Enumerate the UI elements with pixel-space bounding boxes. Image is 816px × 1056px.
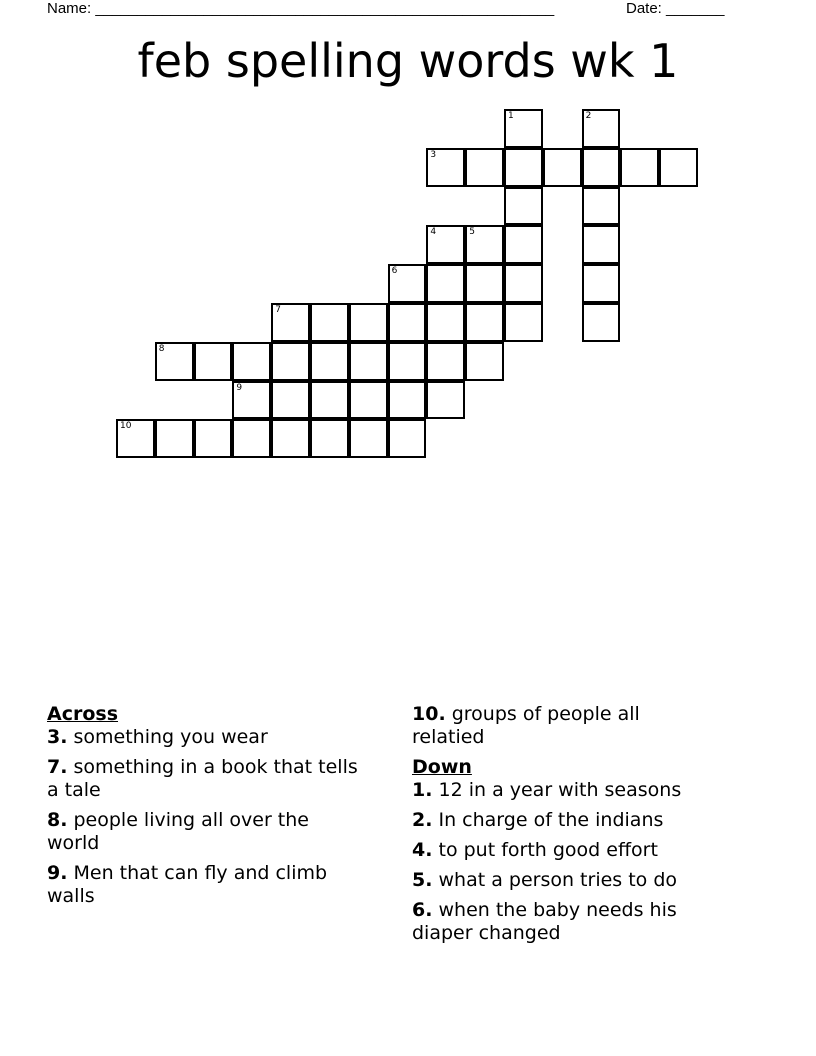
clue-number: 2 [585, 111, 592, 121]
down-heading: Down [412, 756, 472, 778]
grid-cell[interactable] [426, 303, 465, 342]
clue-number: 3 [430, 149, 437, 160]
page-title: feb spelling words wk 1 [137, 34, 679, 88]
clue-across-3: 3. something you wear [47, 726, 268, 748]
across-heading: Across [47, 703, 119, 725]
grid-cell[interactable] [349, 381, 388, 420]
clue-number: 4 [430, 227, 437, 238]
grid-cell[interactable] [310, 381, 349, 420]
grid-cell[interactable] [465, 264, 504, 303]
grid-cell[interactable] [426, 264, 465, 303]
clue-down-4: 4. to put forth good effort [412, 839, 658, 861]
grid-cell[interactable] [426, 342, 465, 381]
grid-cell[interactable] [388, 381, 427, 420]
clue-across-9: 9. Men that can fly and climb walls [47, 862, 328, 907]
clue-down-2: 2. In charge of the indians [412, 809, 664, 831]
grid-cell[interactable] [465, 342, 504, 381]
grid-cell[interactable] [349, 342, 388, 381]
grid-cell[interactable] [271, 419, 310, 458]
grid-cell[interactable] [271, 381, 310, 420]
clue-number: 5 [469, 227, 475, 238]
grid-cell[interactable] [310, 303, 349, 342]
grid-cell[interactable] [543, 148, 582, 187]
name-field[interactable]: Name: _______________________________________________________ [47, 0, 555, 17]
grid-cell[interactable] [465, 303, 504, 342]
clue-down-5: 5. what a person tries to do [412, 869, 678, 891]
grid-cell[interactable] [504, 264, 543, 303]
grid-cell[interactable] [504, 187, 543, 226]
grid-cell[interactable] [194, 342, 233, 381]
grid-cell[interactable] [388, 342, 427, 381]
grid-cell[interactable] [271, 303, 310, 342]
clues-column-right [412, 703, 752, 952]
grid-cell[interactable] [232, 342, 271, 381]
clue-number: 9 [236, 382, 243, 393]
clue-number: 10 [120, 421, 132, 432]
grid-cell[interactable] [116, 419, 155, 458]
grid-cell[interactable] [504, 109, 543, 148]
grid-cell[interactable] [582, 109, 621, 148]
clue-across-8: 8. people living all over the world [47, 809, 309, 854]
grid-cell[interactable] [582, 264, 621, 303]
clue-down-1: 1. 12 in a year with seasons [412, 779, 682, 801]
grid-cell[interactable] [465, 148, 504, 187]
grid-cell[interactable] [582, 303, 621, 342]
grid-cell[interactable] [426, 148, 465, 187]
grid-cell[interactable] [349, 419, 388, 458]
grid-cell[interactable] [504, 225, 543, 264]
grid-cell[interactable] [155, 342, 194, 381]
clue-number: 6 [391, 266, 398, 277]
clue-number: 7 [275, 305, 281, 315]
grid-cell[interactable] [582, 148, 621, 187]
clues-column-left [47, 703, 387, 915]
date-field[interactable]: Date: _______ [626, 0, 725, 17]
grid-cell[interactable] [310, 342, 349, 381]
grid-cell[interactable] [582, 187, 621, 226]
grid-cell[interactable] [582, 225, 621, 264]
clue-across-10: 10. groups of people all relatied [412, 703, 640, 748]
grid-cell[interactable] [349, 303, 388, 342]
grid-cell[interactable] [232, 381, 271, 420]
grid-cell[interactable] [465, 225, 504, 264]
grid-cell[interactable] [155, 419, 194, 458]
grid-cell[interactable] [659, 148, 698, 187]
grid-cell[interactable] [426, 225, 465, 264]
clue-down-6: 6. when the baby needs his diaper changed [412, 899, 677, 944]
grid-cell[interactable] [426, 381, 465, 420]
grid-cell[interactable] [310, 419, 349, 458]
clue-across-7: 7. something in a book that tells a tale [47, 756, 358, 801]
grid-cell[interactable] [504, 148, 543, 187]
grid-cell[interactable] [194, 419, 233, 458]
grid-cell[interactable] [232, 419, 271, 458]
grid-cell[interactable] [620, 148, 659, 187]
clue-number: 1 [508, 111, 514, 121]
grid-cell[interactable] [271, 342, 310, 381]
grid-cell[interactable] [388, 303, 427, 342]
grid-cell[interactable] [388, 419, 427, 458]
grid-cell[interactable] [504, 303, 543, 342]
grid-cell[interactable] [388, 264, 427, 303]
clue-number: 8 [158, 343, 165, 354]
